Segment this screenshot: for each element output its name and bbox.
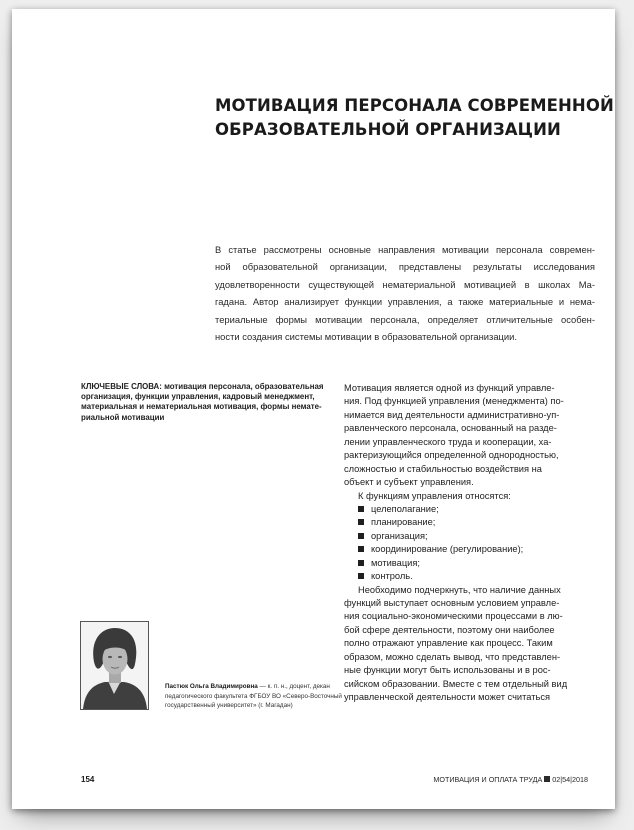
- body-line: ния. Под функцией управления (менеджмента) по-: [344, 396, 564, 407]
- keywords-line: материальная и нематериальная мотивация, формы немате-: [81, 402, 322, 412]
- body-line: нимается вид деятельности административно-уп-: [344, 409, 560, 420]
- body-line: полно отражают управление как процесс. Таким: [344, 638, 553, 649]
- author-degree: — к. п. н., доцент, декан: [257, 683, 330, 690]
- body-line: функций выступает основным условием управле-: [344, 598, 560, 608]
- list-item-text: организация;: [371, 530, 428, 541]
- author-photo: [80, 621, 149, 710]
- body-line: сложностью и стабильностью воздействия на: [344, 463, 542, 474]
- list-item-text: целеполагание;: [371, 503, 439, 514]
- bullet-square-icon: [358, 506, 364, 512]
- body-line: ния социально-экономическими процессами в лю-: [344, 611, 563, 622]
- square-separator-icon: [544, 776, 550, 782]
- author-name: Пастюк Ольга Владимировна: [165, 683, 258, 690]
- author-line: [165, 682, 335, 692]
- abstract-line: гадана. Автор анализирует функции управления, а также материальные и нема-: [215, 296, 595, 308]
- body-line: рактеризующийся определенной однородностью,: [344, 450, 559, 461]
- list-item-text: мотивация;: [371, 557, 420, 568]
- author-line: государственный университет» (г. Магадан): [165, 702, 293, 710]
- abstract-line: териальные формы мотивации персонала, определяет отличительные особен-: [215, 313, 595, 325]
- body-line: бой сфере деятельности, поэтому они наиболее: [344, 624, 555, 635]
- title-line: МОТИВАЦИЯ ПЕРСОНАЛА СОВРЕМЕННОЙ: [215, 96, 614, 115]
- body-line: лении управленческого труда и кооперации, ха-: [344, 436, 552, 447]
- list-item-text: координирование (регулирование);: [371, 544, 524, 555]
- abstract-line: ности создания системы мотивации в образовательной организации.: [215, 330, 517, 342]
- body-text: [344, 382, 588, 705]
- abstract-line: В статье рассмотрены основные направления мотивации персонала современ-: [215, 244, 595, 255]
- list-item: [344, 503, 588, 516]
- body-line: Мотивация является одной из функций управле-: [344, 383, 555, 393]
- bullet-square-icon: [358, 546, 364, 552]
- list-item: [344, 570, 588, 583]
- title-line: ОБРАЗОВАТЕЛЬНОЙ ОРГАНИЗАЦИИ: [215, 120, 561, 139]
- body-line: объект и субъект управления.: [344, 477, 474, 488]
- body-line: Необходимо подчеркнуть, что наличие данных: [358, 584, 561, 595]
- list-item-text: контроль.: [371, 571, 413, 582]
- journal-page: [12, 9, 615, 809]
- page-number: 154: [81, 775, 95, 784]
- list-item: [344, 543, 588, 556]
- body-line: К функциям управления относятся:: [358, 490, 511, 501]
- bullet-square-icon: [358, 560, 364, 566]
- abstract: [215, 241, 595, 345]
- list-item: [344, 516, 588, 529]
- journal-name: МОТИВАЦИЯ И ОПЛАТА ТРУДА: [433, 775, 543, 784]
- bullet-square-icon: [358, 519, 364, 525]
- keywords-line: риальной мотивации: [81, 412, 165, 422]
- body-line: ные функции могут быть использованы и в рос-: [344, 665, 551, 676]
- keywords-line: организация, функции управления, кадровый менеджмент,: [81, 392, 315, 402]
- list-item-text: планирование;: [371, 517, 436, 528]
- abstract-line: удовлетворенности существующей нематериальной мотивацией в школах Ма-: [215, 278, 595, 290]
- running-footer: [433, 775, 588, 784]
- bullet-square-icon: [358, 573, 364, 579]
- issue-number: 02|54|2018: [552, 775, 588, 784]
- author-line: педагогического факультета ФГБОУ ВО «Северо-Восточный: [165, 692, 342, 700]
- body-line: образом, можно сделать вывод, что представлен-: [344, 651, 561, 662]
- body-line: сийском образовании. Вместе с тем отдельный вид: [344, 678, 568, 689]
- list-item: [344, 530, 588, 543]
- bullet-square-icon: [358, 533, 364, 539]
- keywords-line: КЛЮЧЕВЫЕ СЛОВА: мотивация персонала, образовательная: [81, 382, 324, 391]
- keywords: [81, 382, 324, 423]
- body-line: управленческой деятельности может считаться: [344, 692, 551, 703]
- author-info: [165, 682, 342, 711]
- list-item: [344, 557, 588, 570]
- abstract-line: ной образовательной организации, представлены результаты исследования: [215, 261, 595, 273]
- body-line: равленческого персонала, основанный на разде-: [344, 423, 557, 434]
- article-title: [215, 94, 614, 142]
- author-portrait-image: [81, 622, 148, 709]
